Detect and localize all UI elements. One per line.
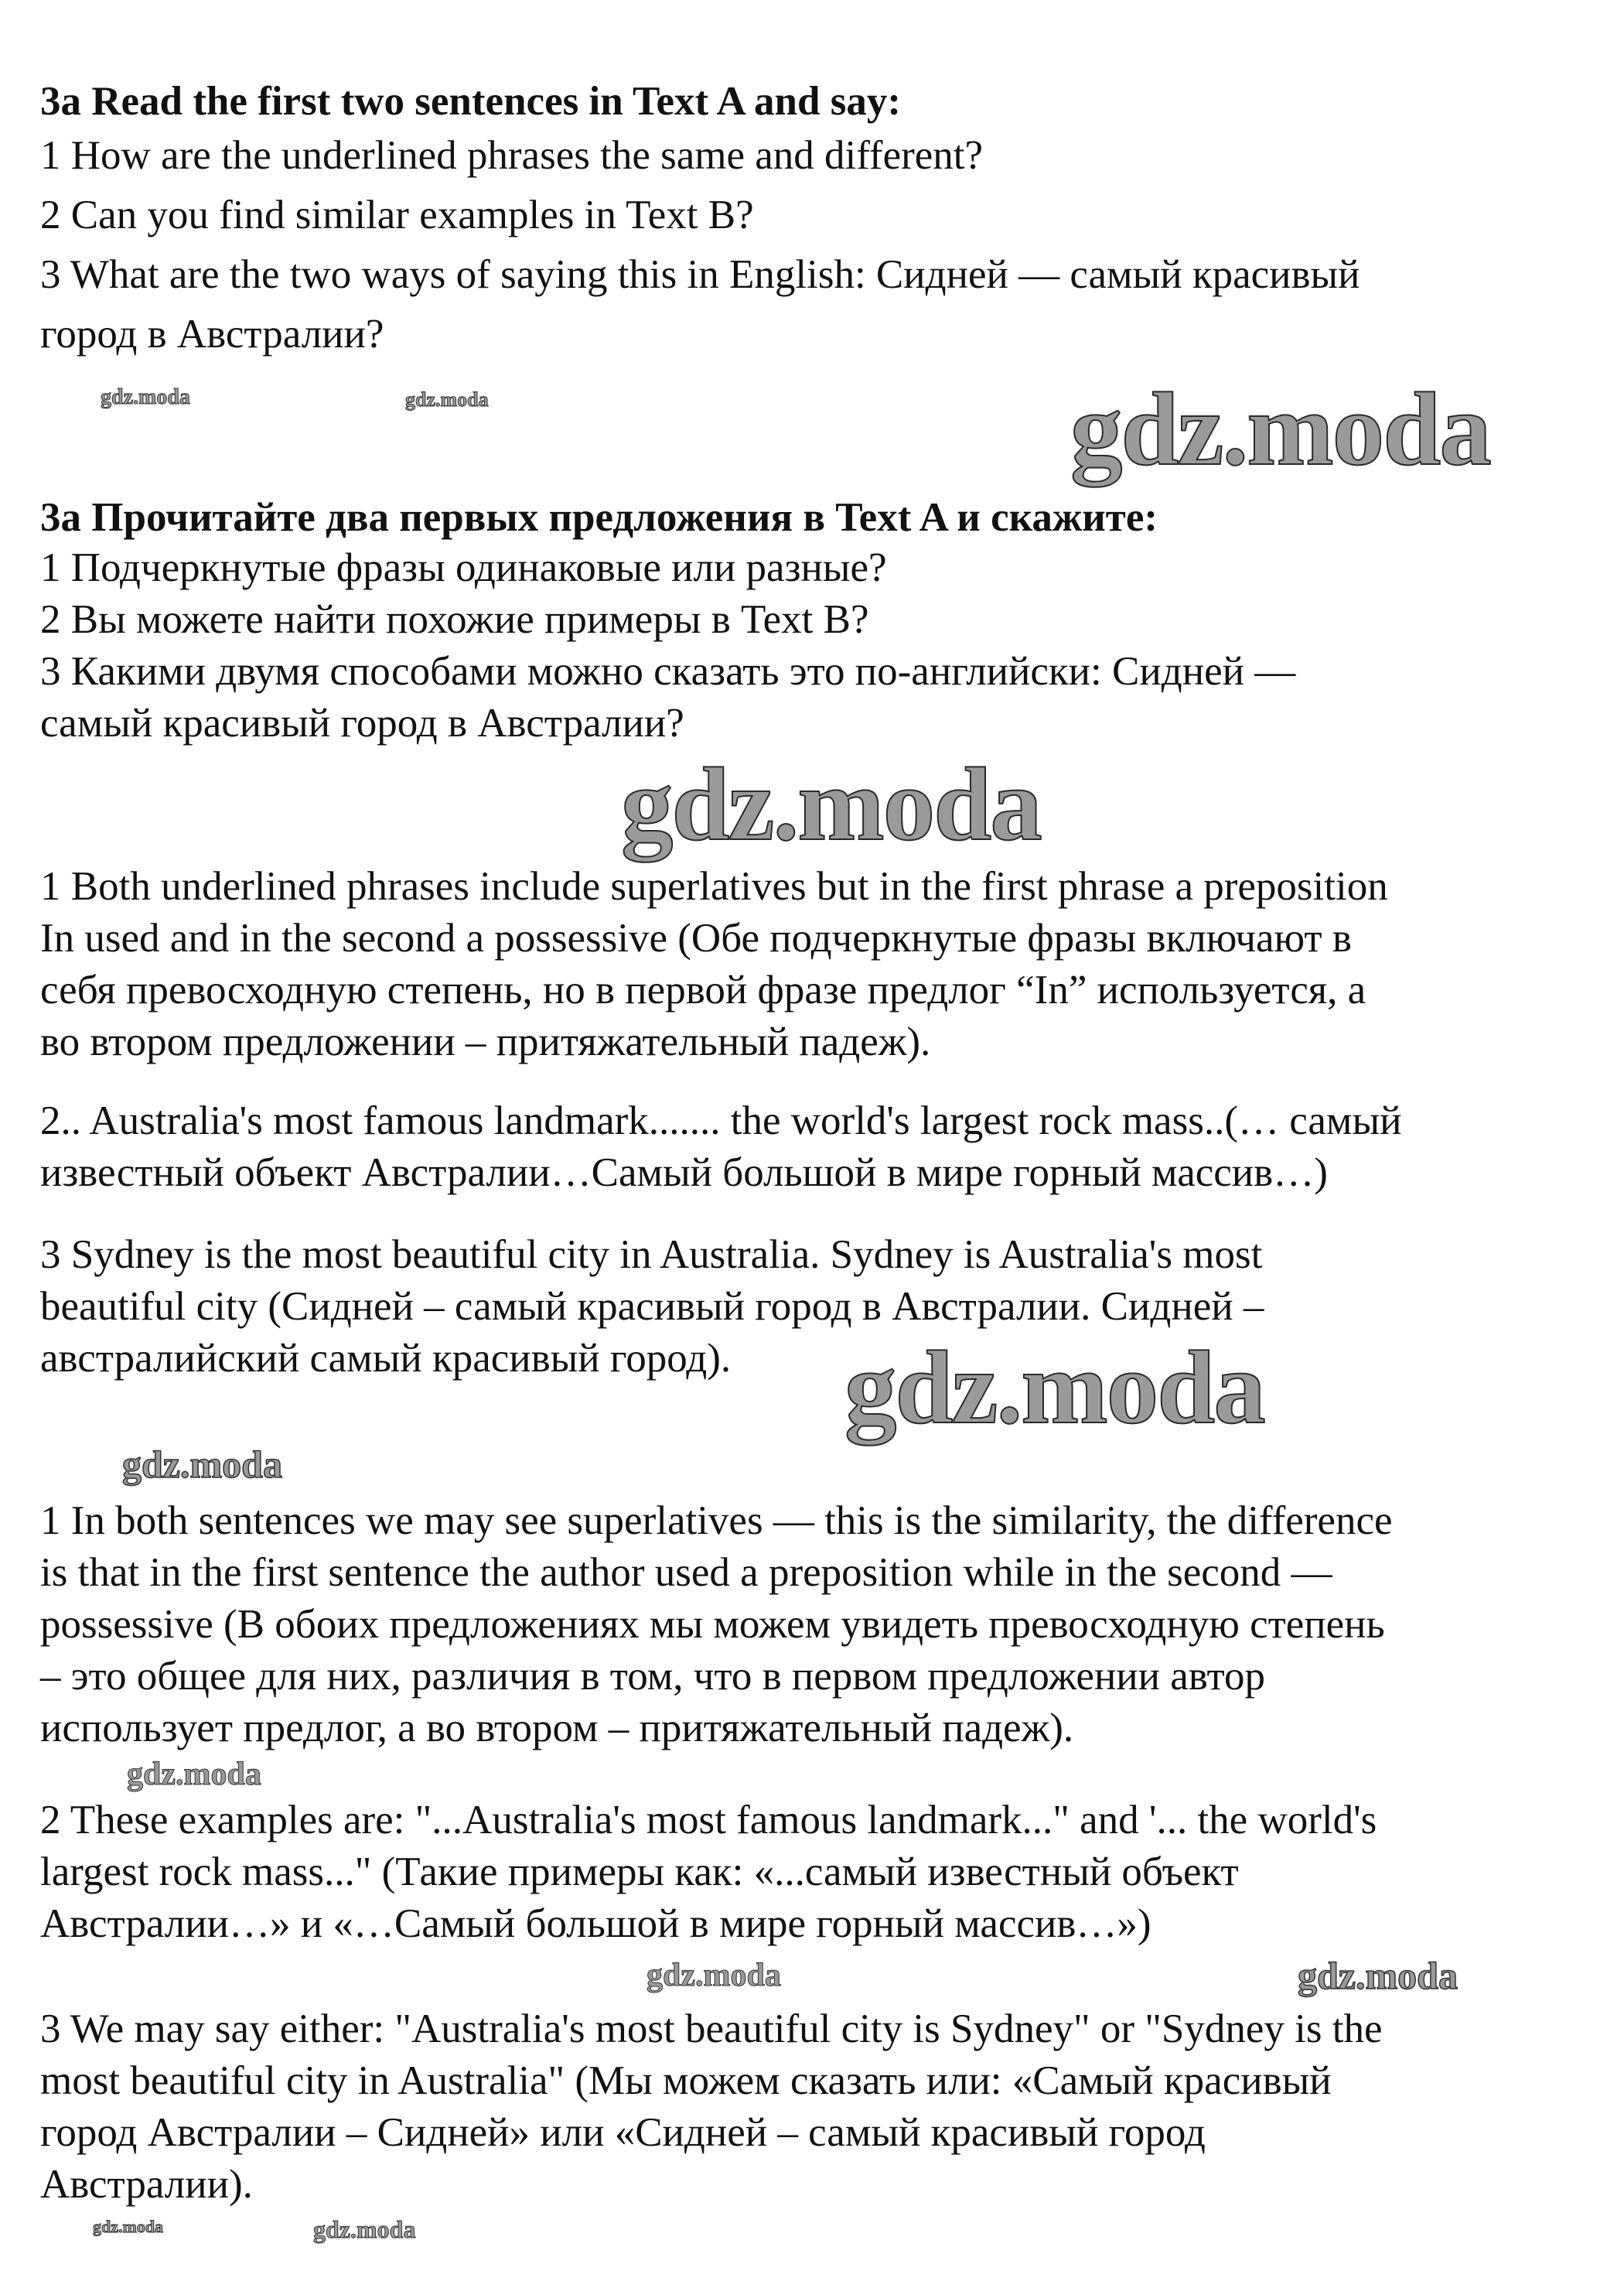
watermark-logo: gdz.moda xyxy=(1070,372,1490,487)
watermark-small: gdz.moda xyxy=(101,385,190,409)
watermark-small: gdz.moda xyxy=(1298,1954,1458,1997)
watermark-small: gdz.moda xyxy=(122,1443,282,1486)
answer-b-1: 1 In both sentences we may see superlatives — this is the similarity, the difference is that in the first sentence the author used a preposition while in the second — possessive (В обоих предложениях мы можем увидеть превосходную степень – это общее для них, различия в том, что в первом предложении автор использует предлог, а во втором – притяжательный падеж). xyxy=(40,1498,1393,1750)
task-questions-ru: 1 Подчеркнутые фразы одинаковые или разные? 2 Вы можете найти похожие примеры в Text B? 3 Какими двумя способами можно сказать это по-английски: Сидней — самый красивый город в Австралии? xyxy=(40,545,1296,746)
watermark-small: gdz.moda xyxy=(93,2217,164,2236)
watermark-small: gdz.moda xyxy=(405,388,489,411)
answer-a-2: 2.. Australia's most famous landmark....... the world's largest rock mass..(… самый известный объект Австралии…Самый большой в мире горный массив…) xyxy=(40,1098,1402,1195)
answer-a-1: 1 Both underlined phrases include superlatives but in the first phrase a preposition In used and in the second a possessive (Обе подчеркнутые фразы включают в себя превосходную степень, но в первой фразе предлог “In” используется, а во втором предложении – притяжательный падеж). xyxy=(40,864,1388,1064)
watermark-small: gdz.moda xyxy=(127,1757,261,1792)
task-heading-ru: 3a Прочитайте два первых предложения в Text A и скажите: xyxy=(40,495,1158,540)
answer-b-2: 2 These examples are: "...Australia's most famous landmark..." and '... the world's largest rock mass..." (Такие примеры как: «...самый известный объект Австралии…» и «…Самый большой в мире горный массив…») xyxy=(40,1798,1377,1946)
task-heading-en: 3a Read the first two sentences in Text A and say: xyxy=(40,79,902,124)
watermark-small: gdz.moda xyxy=(647,1958,781,1993)
watermark-logo: gdz.moda xyxy=(621,747,1041,862)
answer-a-3: 3 Sydney is the most beautiful city in Australia. Sydney is Australia's most beautiful city (Сидней – самый красивый город в Австралии. Сидней – австралийский самый красивый город). xyxy=(40,1232,1264,1381)
watermark-logo: gdz.moda xyxy=(844,1330,1264,1446)
watermark-small: gdz.moda xyxy=(313,2215,416,2243)
answer-b-3: 3 We may say either: "Australia's most beautiful city is Sydney" or "Sydney is the most beautiful city in Australia" (Мы можем сказать или: «Самый красивый город Австралии – Сидней» или «Сидней – самый красивый город Австралии). xyxy=(40,2006,1383,2207)
task-questions-en: 1 How are the underlined phrases the same and different? 2 Can you find similar examples in Text B? 3 What are the two ways of saying this in English: Сидней — самый красивый город в Австралии? xyxy=(40,133,1360,357)
